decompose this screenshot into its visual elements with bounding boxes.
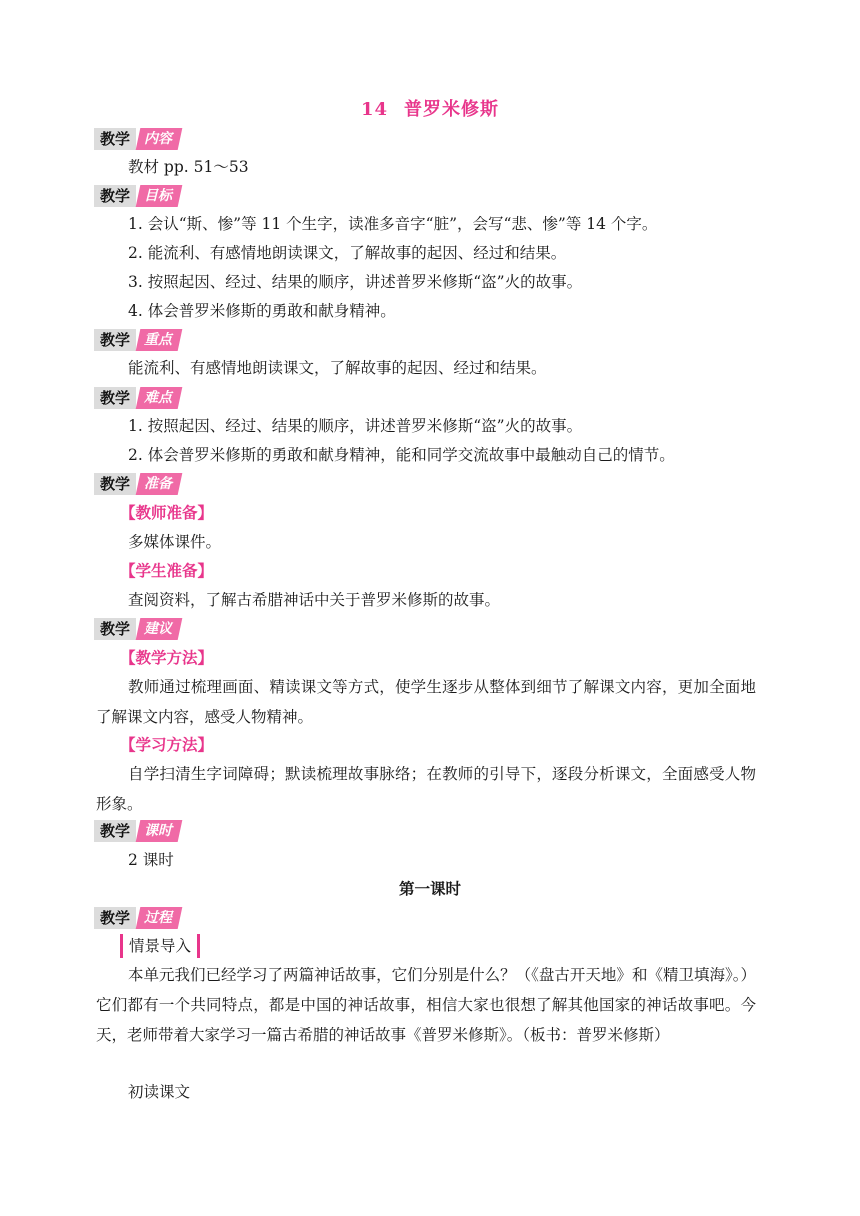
objective-item: 3. 按照起因、经过、结果的顺序，讲述普罗米修斯“盗”火的故事。 [128, 273, 583, 291]
periods-text: 2 课时 [128, 851, 174, 869]
section-badge-periods: 教学 课时 [94, 820, 180, 842]
teaching-method-heading: 【教学方法】 [120, 648, 214, 667]
difficulty-item: 2. 体会普罗米修斯的勇敢和献身精神，能和同学交流故事中最触动自己的情节。 [128, 446, 675, 464]
teaching-method-text: 教师通过梳理画面、精读课文等方式，使学生逐步从整体到细节了解课文内容，更加全面地了解课文内容，感受人物精神。 [96, 678, 756, 726]
lesson-title [0, 95, 860, 121]
step-tag-intro: 情景导入 [120, 934, 200, 958]
objective-item: 4. 体会普罗米修斯的勇敢和献身精神。 [128, 302, 396, 320]
objective-item: 1. 会认“斯、惨”等 11 个生字，读准多音字“脏”，会写“悲、惨”等 14 个字。 [128, 215, 658, 233]
learning-method-heading: 【学习方法】 [120, 735, 214, 754]
step-first-reading: 初读课文 [128, 1083, 191, 1101]
section-badge-preparation: 教学 准备 [94, 473, 180, 495]
section-badge-difficulties: 教学 难点 [94, 387, 180, 409]
first-period-heading: 第一课时 [398, 879, 461, 898]
section-badge-suggestions: 教学 建议 [94, 618, 180, 640]
teacher-prep-text: 多媒体课件。 [128, 533, 222, 551]
teacher-prep-heading: 【教师准备】 [120, 503, 214, 522]
section-badge-key-points: 教学 重点 [94, 329, 180, 351]
objective-item: 2. 能流利、有感情地朗读课文，了解故事的起因、经过和结果。 [128, 244, 567, 262]
section-badge-content: 教学 内容 [94, 128, 180, 150]
student-prep-text: 查阅资料，了解古希腊神话中关于普罗米修斯的故事。 [128, 591, 501, 609]
lesson-number: 14 [360, 99, 389, 120]
section-badge-objectives: 教学 目标 [94, 185, 180, 207]
learning-method-text: 自学扫清生字词障碍；默读梳理故事脉络；在教师的引导下，逐段分析课文，全面感受人物形象。 [96, 765, 756, 813]
student-prep-heading: 【学生准备】 [120, 561, 214, 580]
intro-paragraph: 本单元我们已经学习了两篇神话故事，它们分别是什么？（《盘古开天地》和《精卫填海》。）它们都有一个共同特点，都是中国的神话故事，相信大家也很想了解其他国家的神话故事吧。今天，老师带着大家学习一篇古希腊的神话故事《普罗米修斯》。（板书：普罗米修斯） [96, 966, 756, 1044]
key-points-text: 能流利、有感情地朗读课文，了解故事的起因、经过和结果。 [128, 359, 547, 377]
difficulty-item: 1. 按照起因、经过、结果的顺序，讲述普罗米修斯“盗”火的故事。 [128, 417, 583, 435]
section-badge-process: 教学 过程 [94, 907, 180, 929]
content-text: 教材 pp. 51～53 [128, 158, 249, 176]
lesson-name: 普罗米修斯 [404, 99, 500, 120]
